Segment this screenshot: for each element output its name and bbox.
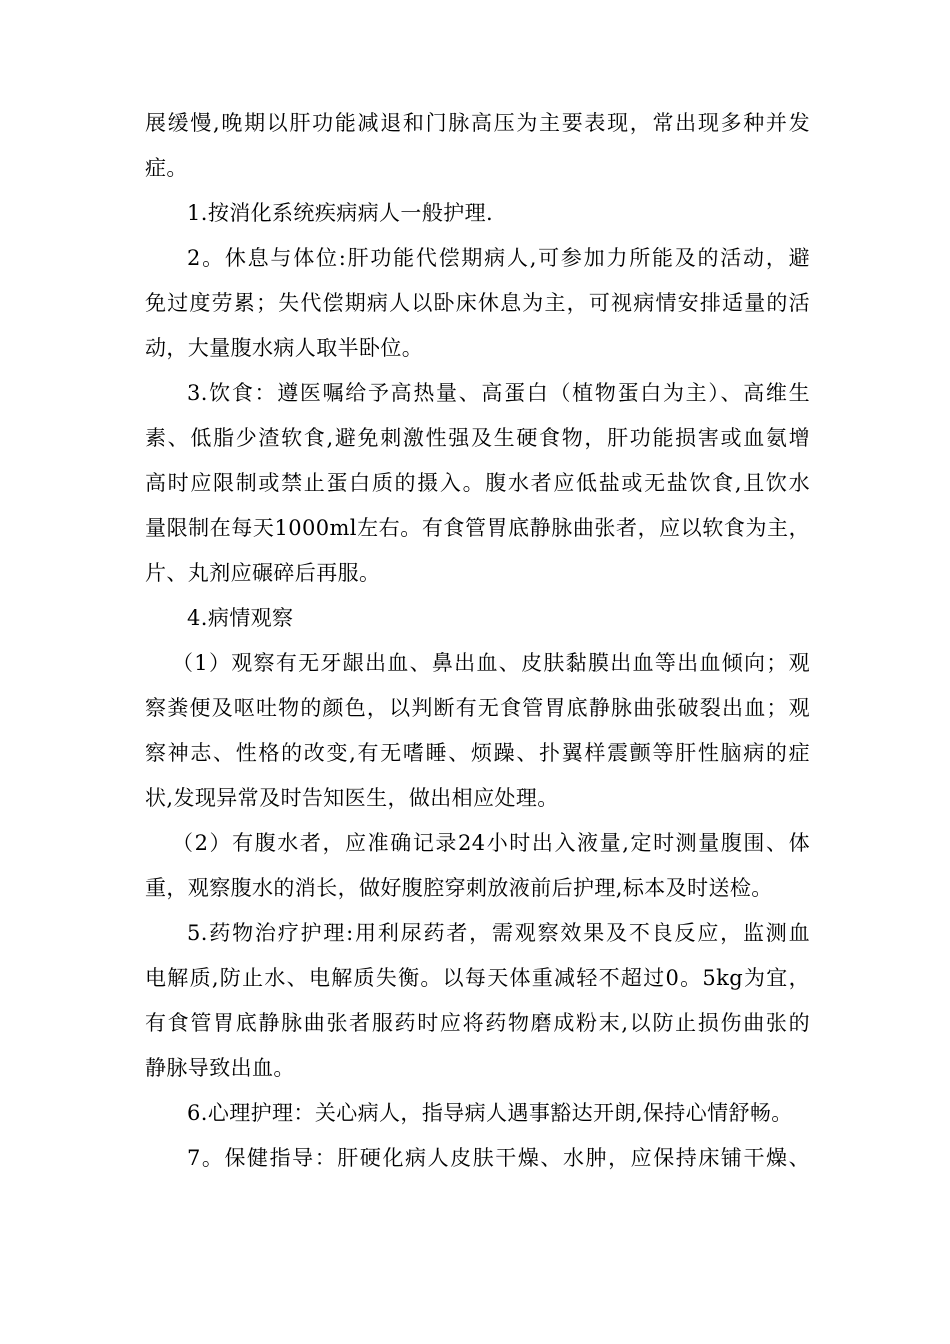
text-line: 有食管胃底静脉曲张者服药时应将药物磨成粉末,以防止损伤曲张的: [145, 1011, 810, 1035]
text-line: （1）观察有无牙龈出血、鼻出血、皮肤黏膜出血等出血倾向；观: [172, 651, 810, 675]
text-line: 7。保健指导：肝硬化病人皮肤干燥、水肿，应保持床铺干燥、: [187, 1146, 810, 1170]
text-line: 6.心理护理：关心病人，指导病人遇事豁达开朗,保持心情舒畅。: [187, 1101, 793, 1125]
text-line: 静脉导致出血。: [145, 1056, 295, 1080]
text-line: 2。休息与体位:肝功能代偿期病人,可参加力所能及的活动，避: [187, 246, 810, 270]
document-body: [145, 101, 810, 1181]
text-line: 免过度劳累；失代偿期病人以卧床休息为主，可视病情安排适量的活: [145, 291, 810, 315]
text-line: 高时应限制或禁止蛋白质的摄入。腹水者应低盐或无盐饮食,且饮水: [145, 471, 810, 495]
text-line: 动，大量腹水病人取半卧位。: [145, 336, 424, 360]
text-line: 状,发现异常及时告知医生，做出相应处理。: [145, 786, 559, 810]
text-line: 3.饮食：遵医嘱给予高热量、高蛋白（植物蛋白为主）、高维生: [187, 381, 810, 405]
text-line: 素、低脂少渣软食,避免刺激性强及生硬食物，肝功能损害或血氨增: [145, 426, 810, 450]
text-line: 4.病情观察: [187, 606, 294, 630]
text-line: 察神志、性格的改变,有无嗜睡、烦躁、扑翼样震颤等肝性脑病的症: [145, 741, 810, 765]
text-line: 1.按消化系统疾病病人一般护理.: [187, 201, 494, 225]
text-line: （2）有腹水者，应准确记录24小时出入液量,定时测量腹围、体: [172, 831, 810, 855]
text-line: 展缓慢,晚期以肝功能减退和门脉高压为主要表现，常出现多种并发: [145, 111, 810, 135]
text-line: 重，观察腹水的消长，做好腹腔穿刺放液前后护理,标本及时送检。: [145, 876, 773, 900]
text-line: 察粪便及呕吐物的颜色，以判断有无食管胃底静脉曲张破裂出血；观: [145, 696, 810, 720]
text-line: 电解质,防止水、电解质失衡。以每天体重减轻不超过0。5kg为宜，: [145, 966, 810, 990]
text-line: 症。: [145, 156, 188, 180]
text-line: 片、丸剂应碾碎后再服。: [145, 561, 381, 585]
text-line: 5.药物治疗护理:用利尿药者，需观察效果及不良反应，监测血: [187, 921, 810, 945]
text-line: 量限制在每天1000ml左右。有食管胃底静脉曲张者，应以软食为主，: [145, 516, 810, 540]
